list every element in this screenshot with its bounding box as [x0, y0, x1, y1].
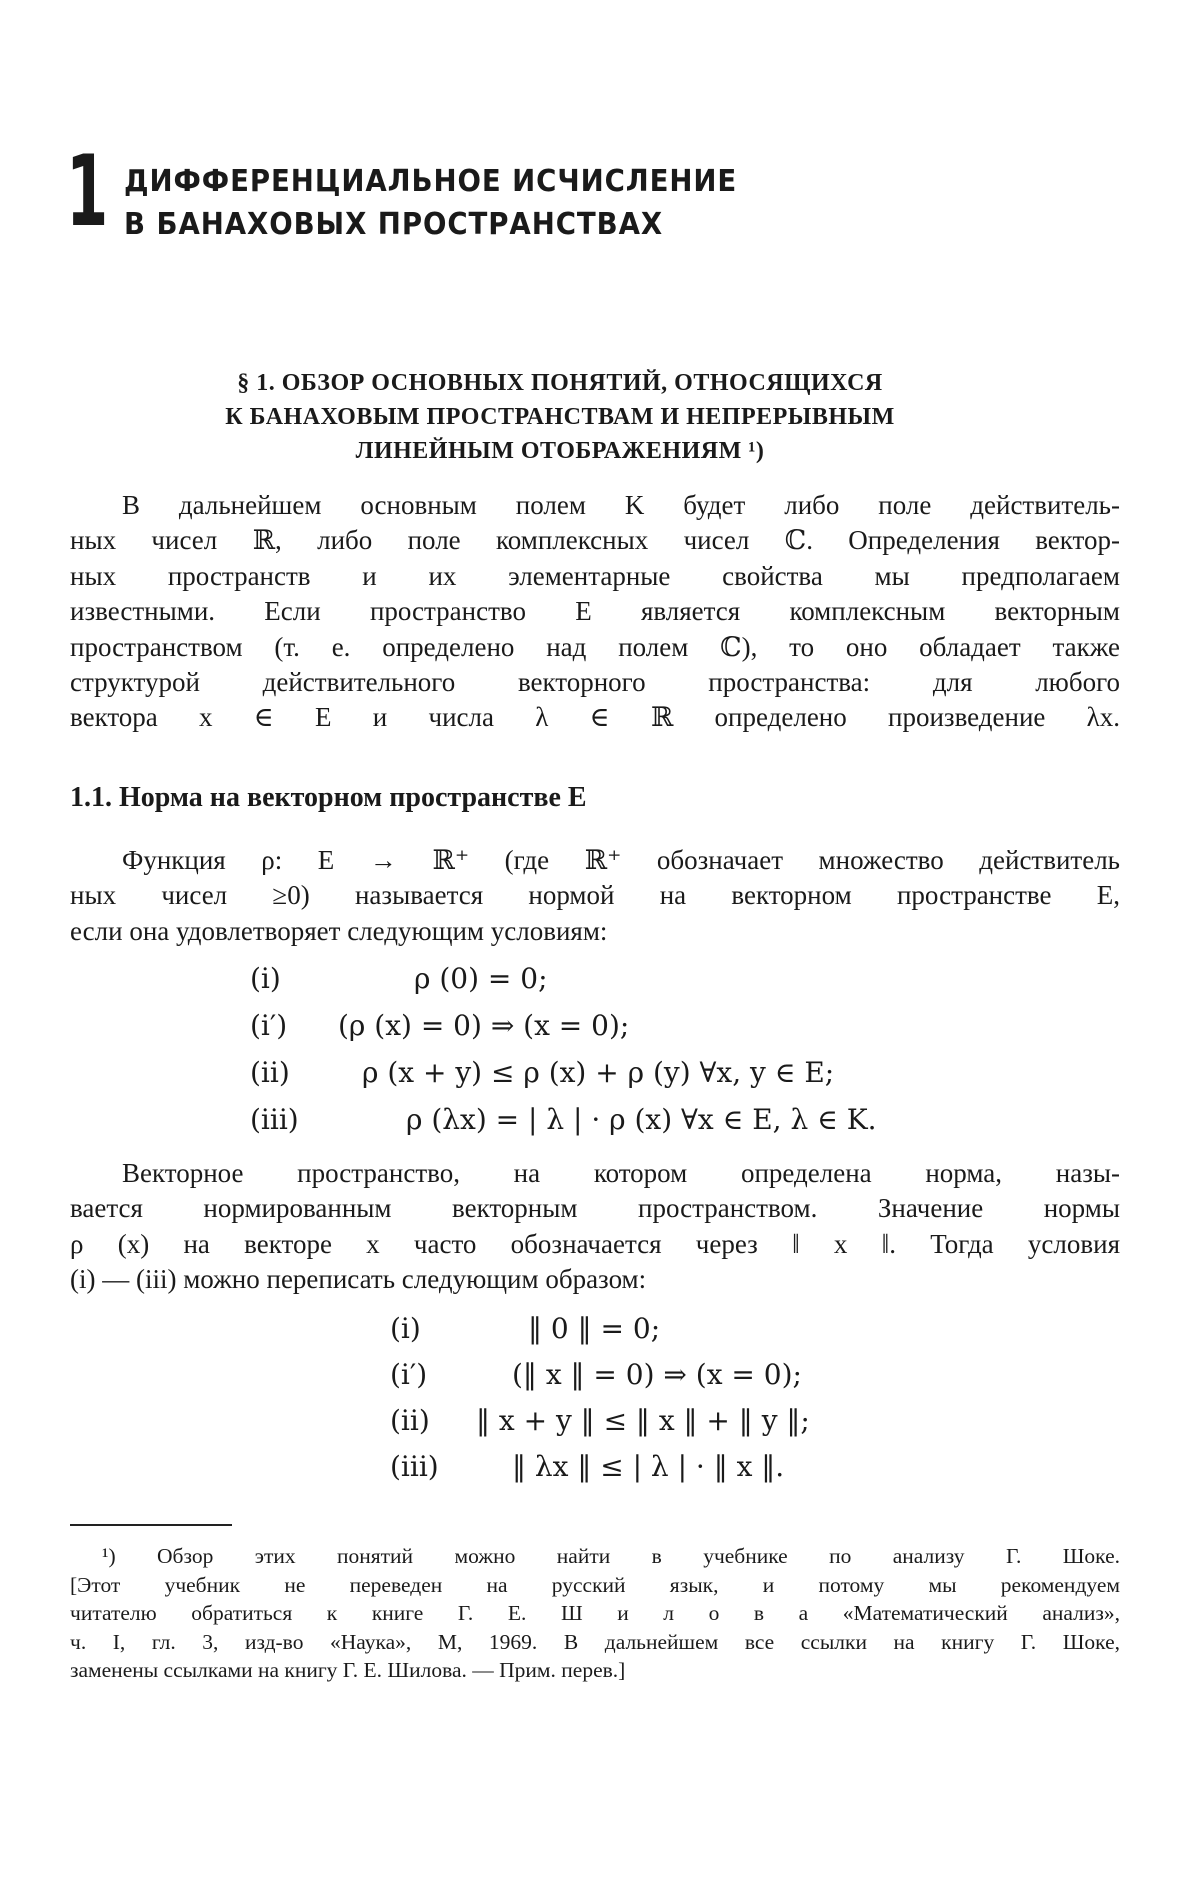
- chapter-heading: [66, 135, 866, 260]
- paragraph-line: ных чисел ℝ, либо поле комплексных чисел ℂ. Определения вектор-: [70, 525, 1120, 556]
- condition-label: (i′): [390, 1358, 428, 1391]
- paragraph-line: Векторное пространство, на котором определена норма, назы-: [122, 1158, 1120, 1188]
- footnote: [70, 1542, 1120, 1685]
- condition-formula: ρ (0) = 0;: [414, 962, 548, 995]
- footnote-line: ¹) Обзор этих понятий можно найти в учебнике по анализу Г. Шоке.: [102, 1544, 1120, 1568]
- condition-label: (iii): [250, 1103, 299, 1136]
- paragraph-line: В дальнейшем основным полем K будет либо поле действитель-: [122, 490, 1120, 520]
- condition-formula: ‖ x + y ‖ ≤ ‖ x ‖ + ‖ y ‖;: [476, 1404, 810, 1437]
- paragraph-line: если она удовлетворяет следующим условиям:: [70, 915, 608, 946]
- paragraph-line: ных чисел ≥0) называется нормой на векторном пространстве E,: [70, 880, 1120, 911]
- normed-space-paragraph: [70, 1156, 1120, 1298]
- condition-formula: ρ (λx) = | λ | · ρ (x) ∀x ∈ E, λ ∈ K.: [406, 1103, 877, 1136]
- footnote-rule: [70, 1524, 232, 1526]
- condition-label: (ii): [390, 1404, 430, 1437]
- condition-formula: ‖ λx ‖ ≤ | λ | · ‖ x ‖.: [512, 1450, 785, 1483]
- condition-label: (i′): [250, 1009, 288, 1042]
- chapter-title-line-1: ДИФФЕРЕНЦИАЛЬНОЕ ИСЧИСЛЕНИЕ: [124, 164, 738, 199]
- section-title-line-3: ЛИНЕЙНЫМ ОТОБРАЖЕНИЯМ ¹): [355, 438, 765, 464]
- condition-formula: ‖ 0 ‖ = 0;: [528, 1312, 661, 1345]
- condition-label: (i): [390, 1312, 421, 1345]
- condition-formula: (ρ (x) = 0) ⇒ (x = 0);: [338, 1009, 630, 1042]
- condition-label: (ii): [250, 1056, 290, 1089]
- intro-paragraph: [70, 488, 1120, 736]
- section-title-line-1: § 1. ОБЗОР ОСНОВНЫХ ПОНЯТИЙ, ОТНОСЯЩИХСЯ: [237, 370, 883, 396]
- footnote-line: [Этот учебник не переведен на русский язык, и потому мы рекомендуем: [70, 1572, 1120, 1597]
- norm-definition-paragraph: [70, 843, 1120, 949]
- subsection-title: 1.1. Норма на векторном пространстве E: [70, 782, 587, 813]
- footnote-line: заменены ссылками на книгу Г. Е. Шилова. — Прим. перев.]: [70, 1658, 626, 1683]
- chapter-number: 1: [66, 135, 106, 249]
- paragraph-line: вектора x ∈ E и числа λ ∈ ℝ определено произведение λx.: [70, 702, 1120, 733]
- paragraph-line: (i) — (iii) можно переписать следующим образом:: [70, 1264, 647, 1295]
- condition-label: (i): [250, 962, 281, 995]
- section-title: [120, 366, 1000, 468]
- footnote-line: читателю обратиться к книге Г. Е. Ш и л о в а «Математический анализ»,: [70, 1601, 1120, 1626]
- condition-formula: ρ (x + y) ≤ ρ (x) + ρ (y) ∀x, y ∈ E;: [362, 1056, 835, 1089]
- paragraph-line: пространством (т. е. определено над полем ℂ), то оно обладает также: [70, 631, 1120, 662]
- footnote-line: ч. I, гл. 3, изд-во «Наука», М, 1969. В дальнейшем все ссылки на книгу Г. Шоке,: [70, 1629, 1120, 1654]
- paragraph-line: Функция ρ: E → ℝ⁺ (где ℝ⁺ обозначает множество действитель: [122, 845, 1120, 875]
- condition-label: (iii): [390, 1450, 439, 1483]
- chapter-title-line-2: В БАНАХОВЫХ ПРОСТРАНСТВАХ: [124, 207, 664, 242]
- condition-formula: (‖ x ‖ = 0) ⇒ (x = 0);: [512, 1358, 802, 1391]
- chapter-title: [124, 160, 737, 246]
- paragraph-line: ных пространств и их элементарные свойства мы предполагаем: [70, 560, 1120, 591]
- paragraph-line: известными. Если пространство E является комплексным векторным: [70, 596, 1120, 627]
- paragraph-line: структурой действительного векторного пространства: для любого: [70, 667, 1120, 698]
- paragraph-line: ρ (x) на векторе x часто обозначается через ‖ x ‖. Тогда условия: [70, 1228, 1120, 1259]
- section-title-line-2: К БАНАХОВЫМ ПРОСТРАНСТВАМ И НЕПРЕРЫВНЫМ: [225, 404, 895, 430]
- paragraph-line: вается нормированным векторным пространством. Значение нормы: [70, 1193, 1120, 1224]
